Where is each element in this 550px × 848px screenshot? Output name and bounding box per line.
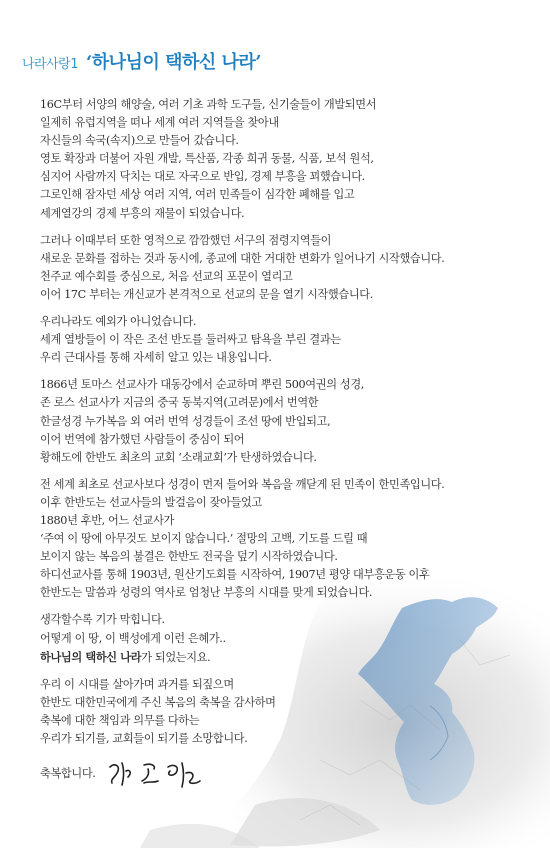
letter-body xyxy=(40,96,540,800)
header xyxy=(22,48,261,74)
paragraph xyxy=(40,476,540,603)
paragraph xyxy=(40,232,540,304)
text-line: 한반도는 말씀과 성령의 역사로 엄청난 부흥의 시대를 맞게 되었습니다. xyxy=(40,586,373,600)
text-line: 한글성경 누가복음 외 여러 번역 성경들이 조선 땅에 반입되고, xyxy=(40,414,331,428)
text-line: 세계열강의 경제 부흥의 재물이 되었습니다. xyxy=(40,206,245,220)
closing-text: 축복합니다. xyxy=(40,767,96,781)
text-line: 세계 열방들이 이 작은 조선 반도를 둘러싸고 탐욕을 부린 결과는 xyxy=(40,333,341,347)
closing xyxy=(40,757,540,791)
text-line: 새로운 문화를 접하는 것과 동시에, 종교에 대한 거대한 변화가 일어나기 시작했습니다. xyxy=(40,251,445,265)
emphasis-text: 하나님의 택하신 나라 xyxy=(40,649,142,664)
text-line: 우리 이 시대를 살아가며 과거를 되짚으며 xyxy=(40,677,234,691)
text-line xyxy=(40,648,540,667)
text-line: 자신들의 속국(속지)으로 만들어 갔습니다. xyxy=(40,134,239,148)
text-line: 심지어 사람까지 닥치는 대로 자국으로 반입, 경제 부흥을 꾀했습니다. xyxy=(40,170,365,184)
text-line: 영토 확장과 더불어 자원 개발, 특산품, 각종 희귀 동물, 식품, 보석 원석, xyxy=(40,152,374,166)
paragraph xyxy=(40,96,540,223)
text-line: 16C부터 서양의 해양술, 여러 기초 과학 도구들, 신기술들이 개발되면서 xyxy=(40,98,377,111)
text-line: 그러나 이때부터 또한 영적으로 깜깜했던 서구의 점령지역들이 xyxy=(40,233,332,247)
paragraph xyxy=(40,376,540,466)
text-line: 천주교 예수회를 중심으로, 처음 선교의 포문이 열리고 xyxy=(40,269,293,283)
text-line: 전 세계 최초로 선교사보다 성경이 먼저 들어와 복음을 깨닫게 된 민족이 한민족입니다. xyxy=(40,477,445,491)
text-line: 1880년 후반, 어느 선교사가 xyxy=(40,513,175,527)
text-line: 우리나라도 예외가 아니었습니다. xyxy=(40,315,197,329)
text-line: 보이지 않는 복음의 불결은 한반도 전국을 덮기 시작하였습니다. xyxy=(40,550,338,564)
paragraph xyxy=(40,611,540,666)
series-label: 나라사랑1 xyxy=(22,57,79,72)
text-line: 한반도 대한민국에게 주신 복음의 축복을 감사하며 xyxy=(40,695,276,709)
paragraph xyxy=(40,676,540,748)
text-fragment: 가 되었는지요. xyxy=(141,650,211,664)
text-line: 어떻게 이 땅, 이 백성에게 이런 은혜가.. xyxy=(40,631,226,645)
text-line: 우리가 되기를, 교회들이 되기를 소망합니다. xyxy=(40,732,248,745)
text-line: 이후 한반도는 선교사들의 발걸음이 잦아들었고 xyxy=(40,495,262,509)
text-line: 축복에 대한 책임과 의무를 다하는 xyxy=(40,713,200,727)
text-line: 생각할수록 기가 막힙니다. xyxy=(40,613,165,627)
text-line: 하디선교사를 통해 1903년, 원산기도회를 시작하여, 1907년 평양 대부흥운동 이후 xyxy=(40,568,430,582)
text-line: 황해도에 한반도 최초의 교회 ‘소래교회’가 탄생하였습니다. xyxy=(40,450,317,464)
text-line: 이어 17C 부터는 개신교가 본격적으로 선교의 문을 열기 시작했습니다. xyxy=(40,287,373,301)
text-line: 존 로스 선교사가 지금의 중국 동북지역(고려문)에서 번역한 xyxy=(40,396,319,410)
text-line: 일제히 유럽지역을 떠나 세계 여러 지역들을 찾아내 xyxy=(40,116,279,130)
text-line: 그로인해 잠자던 세상 여러 지역, 여러 민족들이 심각한 폐해를 입고 xyxy=(40,188,355,202)
page-title: ‘하나님이 택하신 나라’ xyxy=(86,52,262,73)
text-line: 1866년 토마스 선교사가 대동강에서 순교하며 뿌린 500여권의 성경, xyxy=(40,378,364,392)
signature-icon xyxy=(104,757,216,791)
text-line: ‘주여 이 땅에 아무것도 보이지 않습니다.’ 절망의 고백, 기도를 드릴 때 xyxy=(40,532,368,546)
paragraph xyxy=(40,313,540,367)
text-line: 이어 번역에 참가했던 사람들이 중심이 되어 xyxy=(40,432,245,446)
text-line: 우리 근대사를 통해 자세히 알고 있는 내용입니다. xyxy=(40,351,272,365)
